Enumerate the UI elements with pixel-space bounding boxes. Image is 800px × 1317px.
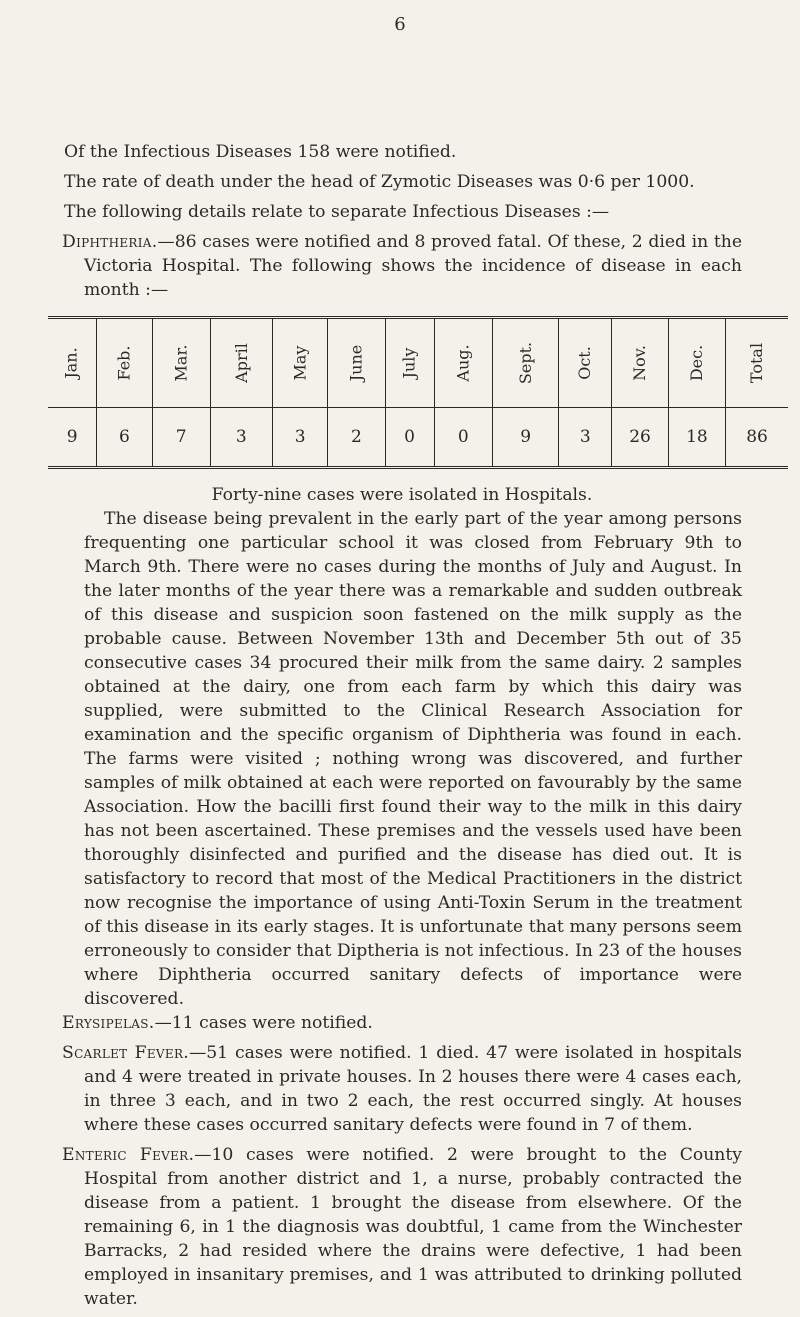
erysipelas-section — [62, 1011, 742, 1035]
case-count-row — [48, 408, 788, 468]
erysipelas-text: —11 cases were notified. — [154, 1013, 373, 1033]
month-header: April — [210, 318, 272, 408]
details-intro: The following details relate to separate Infectious Diseases :— — [64, 202, 610, 222]
enteric-fever-text: —10 cases were notified. 2 were brought to the County Hospital from another district and 1, a nurse, probably contracted the disease from a patient. 1 brought the disease from elsewhere. Of the remaining 6, in 1 the diagnosis was doubtful, 1 came from the Winchester Barracks, 2 had resided where the drains were defective, 1 had been employed in insanitary premises, and 1 was attributed to drinking polluted water. — [84, 1145, 742, 1309]
report-body — [62, 140, 768, 1311]
diphtheria-body: The disease being prevalent in the early part of the year among persons frequenting one particular school it was closed from February 9th to March 9th. There were no cases during the months of July and August. In the later months of the year there was a remarkable and sudden outbreak of this disease and suspicion soon fastened on the milk supply as the probable cause. Between November 13th and December 5th out of 35 consecutive cases 34 procured their milk from the same dairy. 2 samples obtained at the dairy, one from each farm by which this dairy was supplied, were submitted to the Clinical Research Association for examination and the specific organism of Diphtheria was found in each. The farms were visited ; nothing wrong was discovered, and further samples of milk obtained at each were reported on favourably by the same Association. How the bacilli first found their way to the milk in this dairy has not been ascertained. These premises and the vessels used have been thoroughly disinfected and purified and the disease has died out. It is satisfactory to record that most of the Medical Practitioners in the district now recognise the importance of using Anti-Toxin Serum in the treatment of this disease in its early stages. It is unfortunate that many persons seem erroneously to consider that Diptheria is not infectious. In 23 of the houses where Diphtheria occurred sanitary defects of importance were discovered. — [84, 509, 742, 1009]
total-header: Total — [726, 318, 788, 408]
scarlet-fever-section — [62, 1041, 742, 1137]
month-header: May — [273, 318, 328, 408]
diphtheria-intro: —86 cases were notified and 8 proved fatal. Of these, 2 died in the Victoria Hospital. The following shows the incidence of disease in each month :— — [84, 232, 742, 300]
diphtheria-section — [62, 230, 742, 302]
month-value: 7 — [152, 408, 210, 468]
enteric-fever-section — [62, 1143, 742, 1311]
scarlet-fever-heading: Scarlet Fever. — [62, 1043, 190, 1063]
zymotic-death-rate: The rate of death under the head of Zymotic Diseases was 0·6 per 1000. — [64, 172, 695, 192]
month-header: Feb. — [97, 318, 152, 408]
month-value: 0 — [434, 408, 493, 468]
scarlet-fever-text: —51 cases were notified. 1 died. 47 were isolated in hospitals and 4 were treated in private houses. In 2 houses there were 4 cases each, in three 3 each, and in two 2 each, the rest occurred singly. At houses where these cases occurred sanitary defects were found in 7 of them. — [84, 1043, 742, 1135]
month-header: Jan. — [48, 318, 97, 408]
month-value: 6 — [97, 408, 152, 468]
month-value: 26 — [612, 408, 669, 468]
total-value: 86 — [726, 408, 788, 468]
month-value: 3 — [273, 408, 328, 468]
month-header: Mar. — [152, 318, 210, 408]
month-header: Dec. — [668, 318, 725, 408]
infectious-summary: Of the Infectious Diseases 158 were notified. — [64, 142, 457, 162]
month-header: Aug. — [434, 318, 493, 408]
month-value: 3 — [559, 408, 612, 468]
month-header: June — [328, 318, 385, 408]
month-value: 2 — [328, 408, 385, 468]
month-value: 3 — [210, 408, 272, 468]
erysipelas-heading: Erysipelas. — [62, 1013, 155, 1033]
month-header: Oct. — [559, 318, 612, 408]
diphtheria-heading: Diphtheria. — [62, 232, 158, 252]
isolated-note: Forty-nine cases were isolated in Hospitals. — [211, 485, 593, 505]
month-header: July — [385, 318, 434, 408]
month-value: 9 — [66, 427, 78, 447]
monthly-incidence-table — [48, 316, 788, 469]
month-header: Sept. — [493, 318, 559, 408]
month-value: 18 — [668, 408, 725, 468]
page-number: 6 — [394, 14, 406, 35]
month-value: 0 — [385, 408, 434, 468]
month-header: Nov. — [612, 318, 669, 408]
enteric-fever-heading: Enteric Fever. — [62, 1145, 195, 1165]
month-value: 9 — [493, 408, 559, 468]
month-header-row — [48, 318, 788, 408]
